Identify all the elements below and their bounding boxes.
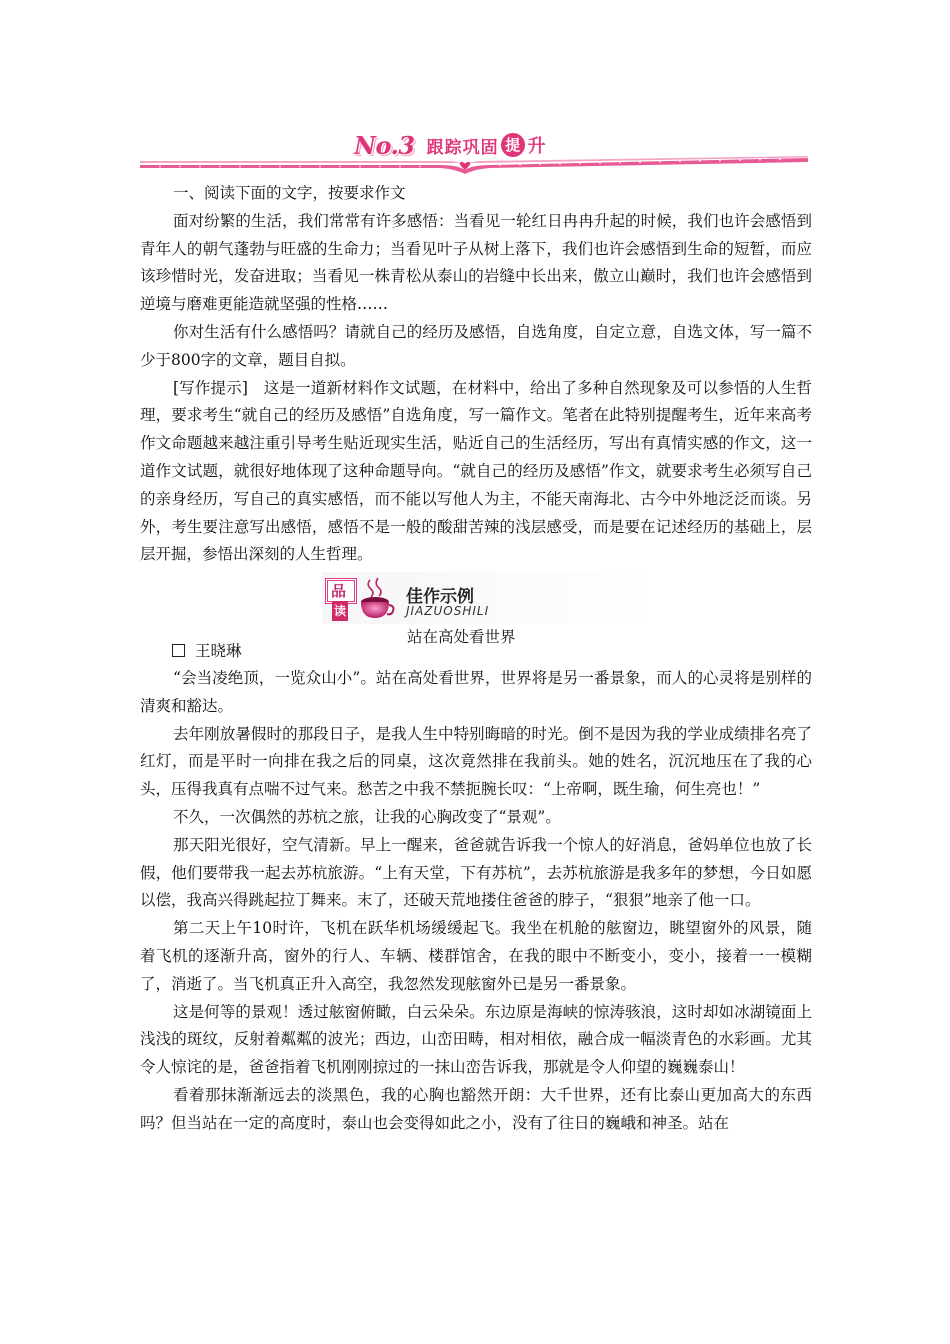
- square-icon: [172, 644, 185, 657]
- coffee-cup-icon: [356, 576, 396, 620]
- essay-paragraph: 第二天上午10时许，飞机在跃华机场缓缓起飞。我坐在机舱的舷窗边，眺望窗外的风景，随着飞机的逐渐升高，窗外的行人、车辆、楼群馆舍，在我的眼中不断变小，变小，接着一一模糊了，消逝了。当飞机真正升入高空，我忽然发现舷窗外已是另一番景象。: [140, 919, 812, 993]
- example-banner: [322, 572, 660, 624]
- pin-char: 品: [331, 582, 347, 600]
- essay-paragraph: 那天阳光很好，空气清新。早上一醒来，爸爸就告诉我一个惊人的好消息，爸妈单位也放了长假，他们要带我一起去苏杭旅游。“上有天堂，下有苏杭”，去苏杭旅游是我多年的梦想，今日如愿以偿，我高兴得跳起拉丁舞来。末了，还破天荒地搂住爸爸的脖子，“狠狠”地亲了他一口。: [140, 835, 812, 910]
- section-number: No.3: [354, 130, 415, 160]
- essay-body: [140, 665, 812, 1138]
- essay-title: 站在高处看世界: [407, 628, 516, 646]
- section-banner: [140, 128, 810, 180]
- prompt-section: [140, 180, 812, 569]
- author-name: 王晓琳: [195, 642, 242, 660]
- essay-author: [172, 639, 242, 661]
- essay-paragraph: 不久，一次偶然的苏杭之旅，让我的心胸改变了“景观”。: [173, 807, 561, 826]
- material-paragraph: 面对纷繁的生活，我们常常有许多感悟：当看见一轮红日冉冉升起的时候，我们也许会感悟到青年人的朝气蓬勃与旺盛的生命力；当看见叶子从树上落下，我们也许会感悟到生命的短暂，而应该珍惜时光，发奋进取；当看见一株青松从泰山的岩缝中长出来，傲立山巅时，我们也许会感悟到逆境与磨难更能造就坚强的性格……: [140, 211, 812, 314]
- badge-ti: 提: [501, 133, 525, 157]
- example-subtitle: JIAZUOSHILI: [406, 604, 490, 618]
- read-char-box: 读: [332, 601, 348, 621]
- section-title: 跟踪巩固: [426, 137, 499, 158]
- banner-divider-line: [140, 156, 810, 176]
- task-paragraph: 你对生活有什么感悟吗？请就自己的经历及感悟，自选角度，自定立意，自选文体，写一篇不少于800字的文章，题目自拟。: [140, 322, 812, 369]
- essay-paragraph: 看着那抹渐渐远去的淡黑色，我的心胸也豁然开朗：大千世界，还有比泰山更加高大的东西吗？但当站在一定的高度时，泰山也会变得如此之小，没有了往日的巍峨和神圣。站在: [140, 1085, 812, 1132]
- badge-sheng: 升: [527, 136, 546, 157]
- question-heading: 一、阅读下面的文字，按要求作文: [173, 184, 406, 202]
- essay-paragraph: “会当凌绝顶，一览众山小”。站在高处看世界，世界将是另一番景象，而人的心灵将是别样的清爽和豁达。: [140, 669, 812, 715]
- essay-paragraph: 这是何等的景观！透过舷窗俯瞰，白云朵朵。东边原是海峡的惊涛骇浪，这时却如冰湖镜面上浅浅的斑纹，反射着粼粼的波光；西边，山峦田畴，相对相依，融合成一幅淡青色的水彩画。尤其令人惊诧的是，爸爸指着飞机刚刚掠过的一抹山峦告诉我，那就是令人仰望的巍巍泰山！: [140, 1002, 812, 1077]
- essay-paragraph: 去年刚放暑假时的那段日子，是我人生中特别晦暗的时光。倒不是因为我的学业成绩排名亮了红灯，而是平时一向排在我之后的同桌，这次竟然排在我前头。她的姓名，沉沉地压在了我的心头，压得我真有点喘不过气来。愁苦之中我不禁扼腕长叹：“上帝啊，既生瑜，何生亮也！”: [140, 724, 812, 799]
- example-title: 佳作示例: [406, 587, 474, 607]
- writing-tip-paragraph: [写作提示] 这是一道新材料作文试题，在材料中，给出了多种自然现象及可以参悟的人生哲理，要求考生“就自己的经历及感悟”自选角度，写一篇作文。笔者在此特别提醒考生，近年来高考作文命题越来越注重引导考生贴近现实生活，贴近自己的生活经历，写出有真情实感的作文，这一道作文试题，就很好地体现了这种命题导向。“就自己的经历及感悟”作文，就要求考生必须写自己的亲身经历，写自己的真实感悟，而不能以写他人为主，不能天南海北、古今中外地泛泛而谈。另外，考生要注意写出感悟，感悟不是一般的酸甜苦辣的浅层感受，而是要在记述经历的基础上，层层开掘，参悟出深刻的人生哲理。: [140, 378, 812, 564]
